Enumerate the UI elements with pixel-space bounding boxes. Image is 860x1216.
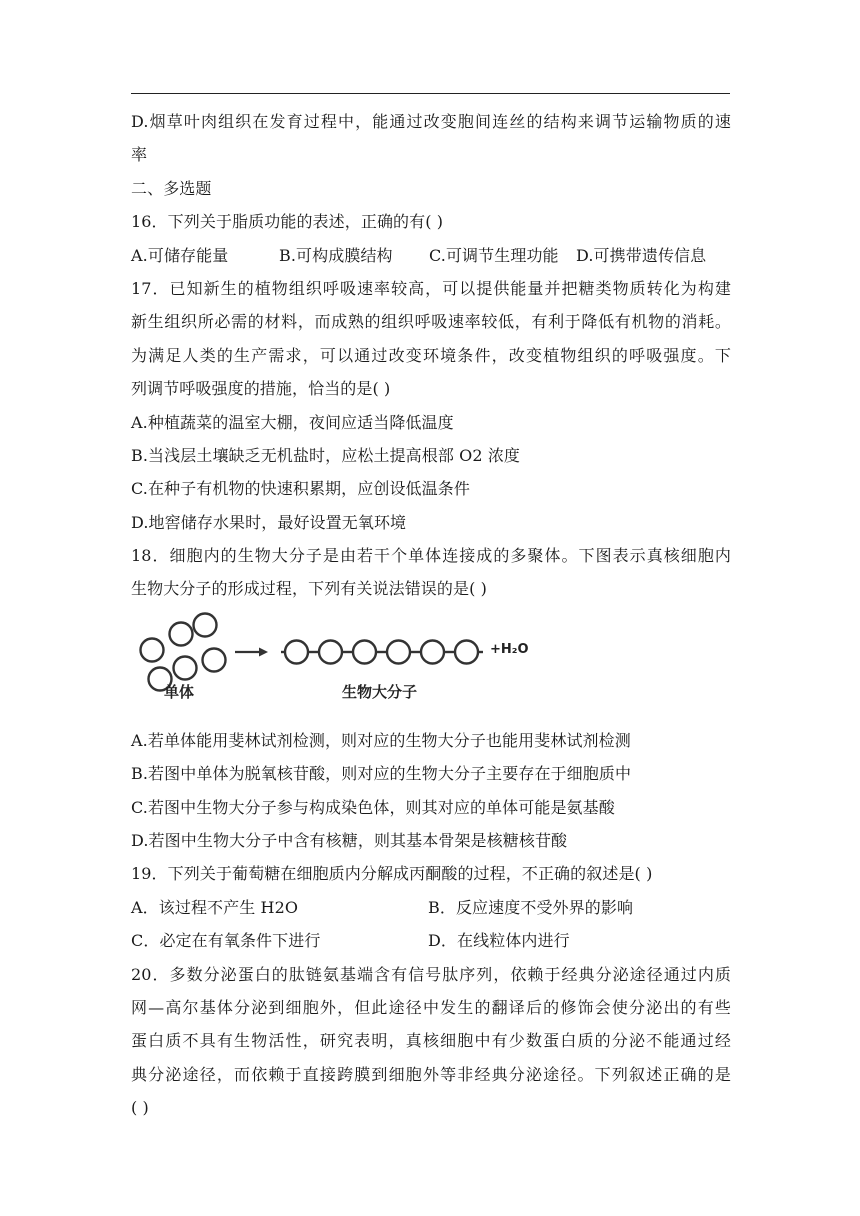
polymer-label: 生物大分子 (342, 682, 418, 701)
q17-option-d: D.地窖储存水果时，最好设置无氧环境 (131, 512, 407, 532)
q19-option-c: C．必定在有氧条件下进行 (131, 931, 321, 951)
q17-stem-line: 17．已知新生的植物组织呼吸速率较高，可以提供能量并把糖类物质转化为构建 (131, 278, 731, 298)
q16-option-d: D.可携带遗传信息 (576, 245, 707, 265)
section-title-multiple-choice: 二、多选题 (131, 178, 212, 198)
q18-option-d: D.若图中生物大分子中含有核糖，则其基本骨架是核糖核苷酸 (131, 831, 568, 851)
q17-stem-line: 列调节呼吸强度的措施，恰当的是( ) (131, 379, 391, 399)
q17-option-a: A.种植蔬菜的温室大棚，夜间应适当降低温度 (131, 412, 454, 432)
q19-stem: 19．下列关于葡萄糖在细胞质内分解成丙酮酸的过程，不正确的叙述是( ) (131, 864, 653, 884)
polymerization-diagram (131, 606, 551, 724)
q16-option-c: C.可调节生理功能 (429, 245, 559, 265)
exam-page (131, 105, 731, 1125)
q18-stem-line: 生物大分子的形成过程，下列有关说法错误的是( ) (131, 579, 487, 599)
monomer-circle (174, 656, 197, 679)
q17-stem-line: 为满足人类的生产需求，可以通过改变环境条件，改变植物组织的呼吸强度。下 (131, 345, 731, 365)
q18-stem-line: 18．细胞内的生物大分子是由若干个单体连接成的多聚体。下图表示真核细胞内 (131, 546, 731, 566)
q17-option-b: B.当浅层土壤缺乏无机盐时，应松土提高根部 O2 浓度 (131, 445, 521, 465)
q15-option-d-line2: 率 (131, 145, 148, 165)
q16-option-b: B.可构成膜结构 (279, 245, 393, 265)
q20-stem-line: 蛋白质不具有生物活性，研究表明，真核细胞中有少数蛋白质的分泌不能通过经 (131, 1031, 731, 1051)
header-rule (131, 93, 730, 94)
q16-options (131, 239, 731, 272)
polymerization-figure (131, 606, 731, 724)
q19-option-d: D．在线粒体内进行 (428, 931, 570, 951)
q16-stem: 16．下列关于脂质功能的表述，正确的有( ) (131, 212, 444, 232)
q20-stem-line: 典分泌途径，而依赖于直接跨膜到细胞外等非经典分泌途径。下列叙述正确的是 (131, 1064, 731, 1084)
q19-option-b: B．反应速度不受外界的影响 (428, 897, 634, 917)
q17-option-c: C.在种子有机物的快速积累期，应创设低温条件 (131, 479, 470, 499)
q18-option-b: B.若图中单体为脱氧核苷酸，则对应的生物大分子主要存在于细胞质中 (131, 764, 632, 784)
q18-option-c: C.若图中生物大分子参与构成染色体，则其对应的单体可能是氨基酸 (131, 797, 615, 817)
q20-stem-line: 20．多数分泌蛋白的肽链氨基端含有信号肽序列，依赖于经典分泌途径通过内质 (131, 964, 731, 984)
monomer-circle (170, 622, 193, 645)
q18-option-a: A.若单体能用斐林试剂检测，则对应的生物大分子也能用斐林试剂检测 (131, 730, 631, 750)
q20-stem-line: 网—高尔基体分泌到细胞外，但此途径中发生的翻译后的修饰会使分泌出的有些 (131, 997, 731, 1017)
monomer-circle (203, 648, 226, 671)
q15-option-d-line1: D.烟草叶肉组织在发育过程中，能通过改变胞间连丝的结构来调节运输物质的速 (131, 112, 731, 131)
q19-options-row2 (131, 924, 731, 957)
monomer-circle (141, 638, 164, 661)
reaction-arrow (235, 647, 268, 656)
q17-stem-line: 新生组织所必需的材料，而成熟的组织呼吸速率较低，有利于降低有机物的消耗。 (131, 312, 731, 332)
polymer-chain (281, 640, 483, 663)
q20-stem-line: ( ) (131, 1098, 149, 1118)
q16-option-a: A.可储存能量 (131, 245, 229, 265)
q19-option-a: A．该过程不产生 H2O (131, 897, 299, 917)
monomer-circle (194, 613, 217, 636)
q19-options-row1 (131, 891, 731, 924)
water-byproduct-label: +H₂O (490, 641, 529, 657)
monomer-label: 单体 (164, 682, 195, 701)
